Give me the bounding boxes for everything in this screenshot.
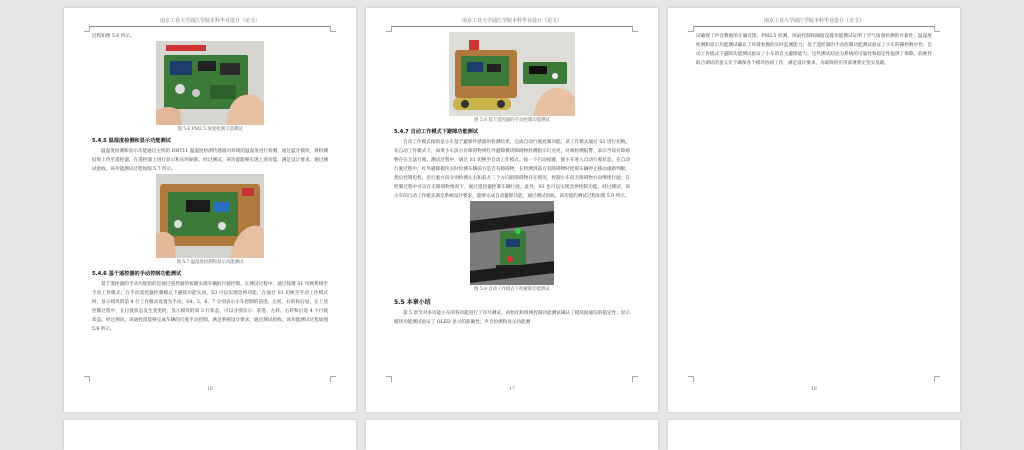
crop-mark xyxy=(632,376,638,382)
document-page-16 xyxy=(64,8,356,412)
section-heading: 5.4.7 自动工作模式下避障功能测试 xyxy=(394,129,479,135)
figure-caption: 图 5.7 温湿度检测和显示功能测试 xyxy=(176,260,244,265)
crop-mark xyxy=(934,376,940,382)
section-heading: 5.4.5 温湿度检测和显示功能测试 xyxy=(92,138,171,144)
section-body: 基于遥控器的手动功能指的是通过遥控器的按键实现车辆的行驶控制。在测试过程中，通过按键 S1 切换系统至手动工作模式；在手动遥控器控制模式下避障功能关闭，S3 可以实现急停功能，在通过 S1 切换至手动工作模式时，显示模块的第 4 行工作模式设置为手动，S4、5、6、7 分别表示小车控制的前进、左转、右转和后退，在上述控制过程中，在行驶状态发生变更时，显示模块的第 3 行状态，可以分别显示：前进、左转、右转和后退 4 个行驶状态。经过测试，该通控遥能够完成车辆的行驶手动控制，满足系统设计要求，通过测试验收。该功能测试过程如图 5.8 所示。 xyxy=(92,282,328,332)
figure-obstacle-avoidance-photo xyxy=(470,201,554,285)
next-page-thumbnail xyxy=(366,420,658,450)
figure-caption: 图 5.6 PM2.5 浓度检测示意测试 xyxy=(177,127,243,132)
page-content xyxy=(92,32,328,334)
document-page-17 xyxy=(366,8,658,412)
page-content xyxy=(696,32,932,68)
crop-mark xyxy=(84,376,90,382)
section-body: 第 5 章节对多功能小车的各功能进行了详尽测试。初始化和组网控制功能测试确认了模块间通信的稳定性；显示模块功能测试验证了 OLED 显示的准确性；声音检测和显示功能测 xyxy=(394,311,630,325)
section-body: 温湿度检测和显示功能通过主机的 DHT11 温湿度检测传感器对环境的温湿度进行检测，通过蓝牙模块，将检测结果上传至遥控器，在遥控器上进行显示和实时刷新。经过测试，该功能能够实现上述功能，满足设计要求。通过测试验收。该功能测试过程如图 5.7 所示。 xyxy=(92,149,328,172)
next-page-thumbnail xyxy=(668,420,960,450)
section-heading: 5.4.6 基于遥控器的手动控制功能测试 xyxy=(92,271,182,277)
figure-caption: 图 5.9 自动工作模式下的避障功能测试 xyxy=(474,287,550,292)
page-header: 南京工业大学浦江学院本科毕业设计（论文） xyxy=(392,17,632,27)
page-number: 16 xyxy=(207,387,213,392)
page-header: 南京工业大学浦江学院本科毕业设计（论文） xyxy=(694,17,934,27)
document-page-18 xyxy=(668,8,960,412)
intro-text: 过程如图 5.6 所示。 xyxy=(92,34,135,39)
crop-mark xyxy=(330,376,336,382)
next-page-thumbnail xyxy=(64,420,356,450)
page-content xyxy=(394,32,630,327)
crop-mark xyxy=(386,376,392,382)
section-heading: 5.5 本章小结 xyxy=(394,299,431,306)
crop-mark xyxy=(934,26,940,32)
figure-remote-control-photo xyxy=(449,32,575,116)
figure-temperature-humidity-photo xyxy=(156,174,264,258)
crop-mark xyxy=(632,26,638,32)
figure-pm25-test-photo xyxy=(156,41,264,125)
body-text: 试确保了声音数据的正确反馈；PM2.5 检测、风扇控制和阈值设置功能测试证明了空气质量检测的可靠性；温湿度检测和显示功能测试确认了环境参数的实时监测能力；基于遥控器的手动控制功能测试验证了小车的操控响应性；自动工作模式下避障功能测试验证了小车的自主避障能力。这些测试结论为系统的可靠性和稳定性提供了保障，软硬件联合调试的意义在于确保各个模块协同工作，满足设计要求，为最终的应用部署奠定坚实基础。 xyxy=(696,34,932,66)
crop-mark xyxy=(688,376,694,382)
page-number: 17 xyxy=(509,387,515,392)
figure-caption: 图 5.8 基于遥控器的手动控制功能测试 xyxy=(474,118,550,123)
crop-mark xyxy=(330,26,336,32)
page-header: 南京工业大学浦江学院本科毕业设计（论文） xyxy=(90,17,330,27)
page-number: 18 xyxy=(811,387,817,392)
section-body: 自动工作模式指的是小车基于避障传感器的检测结果，完成自动行驶控制功能。该工作模式通过 S3 进行切换。在自动工作模式下，如果小车前方有障碍物则红外避障模块障碍物检测指示灯点亮，对端检测报警。表示当前有障碍物存在无法行驶。测试过程中，通过 S1 切换至自动工作模式。按一下启动按键，使小车进入自动行驶状态，在自动行驶过程中，红外避障模块实时检测车辆前方是否有障碍物，在检测到前方有障碍物时控制车辆停止移动重新判断，然后控制电机，沿行驶方向分别检测左右和前方三个方向的障碍物存在情况，控制小车向无障碍物方向继续行驶；在控制过程中可以在无障碍物情况下，通过遥控器控制车辆行驶。此外，S3 也可以实现急停控制功能。经过测试，该小车的自动工作模式满足系统设计要求，能够完成自动避障功能，通过测试验收。该功能的测试过程如图 5.9 所示。 xyxy=(394,140,630,199)
